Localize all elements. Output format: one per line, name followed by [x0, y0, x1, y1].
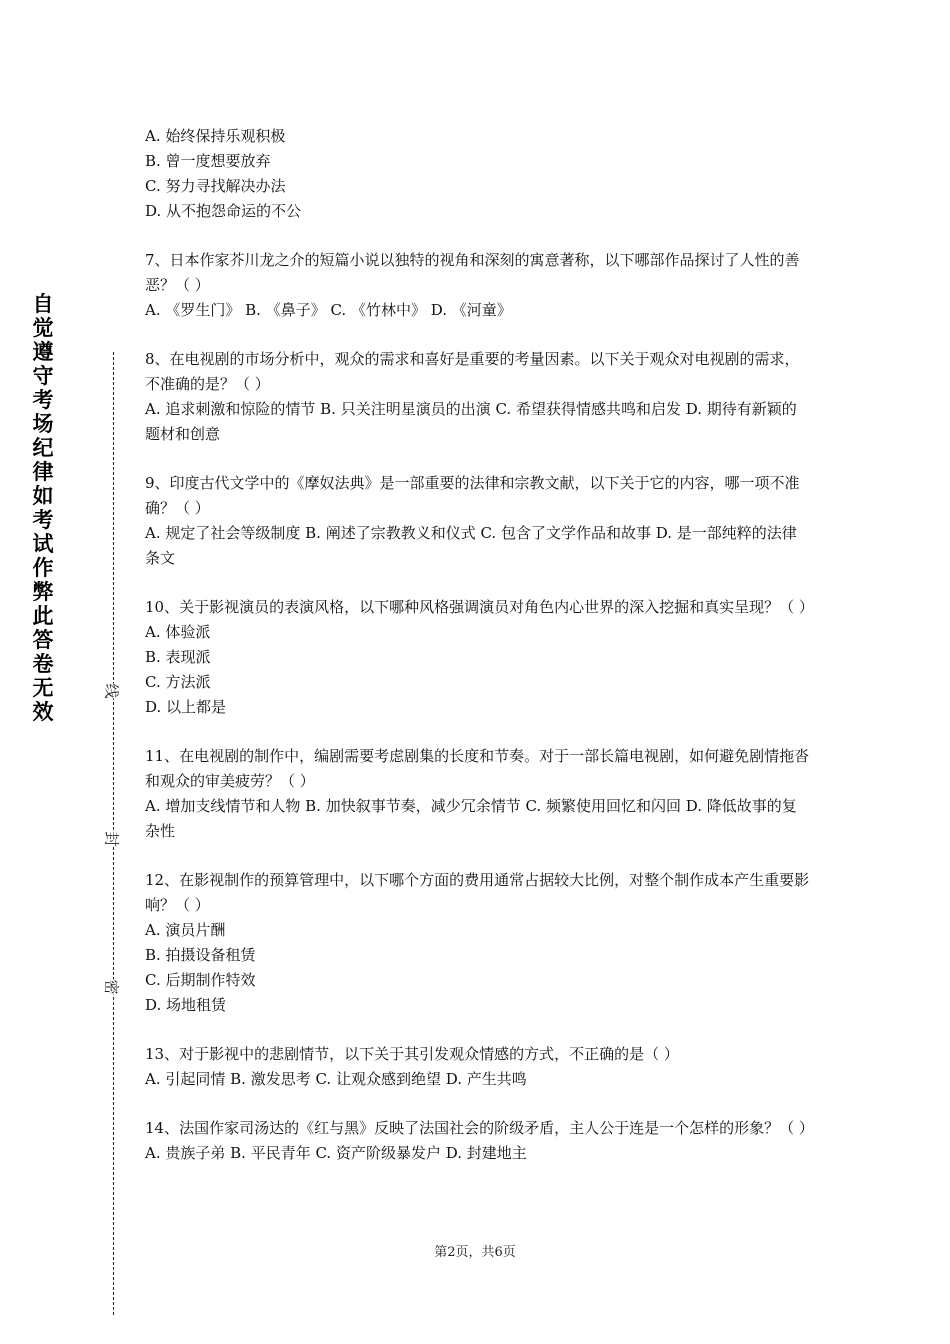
page-number: 第2页，共6页	[434, 1245, 516, 1260]
question-stem: 10、关于影视演员的表演风格，以下哪种风格强调演员对角色内心世界的深入挖掘和真实呈现？（ ）	[145, 598, 814, 616]
option-line: A. 体验派	[145, 623, 211, 641]
binding-label-seal: 封	[102, 831, 121, 847]
question-stem: 9、印度古代文学中的《摩奴法典》是一部重要的法律和宗教文献，以下关于它的内容，哪一项不准确？（ ）	[145, 474, 800, 517]
question-10	[145, 595, 814, 720]
option-line: C. 后期制作特效	[145, 971, 256, 989]
binding-label-line: 线	[102, 683, 121, 699]
option-line: A. 追求刺激和惊险的情节 B. 只关注明星演员的出演 C. 希望获得情感共鸣和启发 D. 期待有新颖的题材和创意	[145, 400, 797, 443]
option-line: A. 引起同情 B. 激发思考 C. 让观众感到绝望 D. 产生共鸣	[145, 1070, 527, 1088]
option-line: A. 增加支线情节和人物 B. 加快叙事节奏，减少冗余情节 C. 频繁使用回忆和闪回 D. 降低故事的复杂性	[145, 797, 797, 840]
option-line: B. 拍摄设备租赁	[145, 946, 256, 964]
option-line: A. 始终保持乐观积极	[145, 127, 286, 145]
question-12	[145, 868, 810, 1018]
question-stem: 12、在影视制作的预算管理中，以下哪个方面的费用通常占据较大比例，对整个制作成本产生重要影响？（ ）	[145, 871, 810, 914]
question-stem: 14、法国作家司汤达的《红与黑》反映了法国社会的阶级矛盾，主人公于连是一个怎样的形象？（ ）	[145, 1119, 814, 1137]
question-11	[145, 744, 810, 844]
option-line: A. 规定了社会等级制度 B. 阐述了宗教教义和仪式 C. 包含了文学作品和故事 D. 是一部纯粹的法律条文	[145, 524, 797, 567]
option-line: D. 场地租赁	[145, 996, 227, 1014]
question-stem: 11、在电视剧的制作中，编剧需要考虑剧集的长度和节奏。对于一部长篇电视剧，如何避免剧情拖沓和观众的审美疲劳？（ ）	[145, 747, 810, 790]
question-14	[145, 1116, 814, 1166]
exam-content	[145, 124, 814, 1190]
option-line: C. 方法派	[145, 673, 211, 691]
option-line: B. 表现派	[145, 648, 211, 666]
question-stem: 8、在电视剧的市场分析中，观众的需求和喜好是重要的考量因素。以下关于观众对电视剧的需求，不准确的是？（ ）	[145, 350, 800, 393]
question-9	[145, 471, 810, 571]
binding-label-secret: 密	[102, 979, 121, 995]
question-6-continued	[145, 124, 810, 224]
option-line: A. 《罗生门》 B. 《鼻子》 C. 《竹林中》 D. 《河童》	[145, 301, 512, 319]
option-line: D. 从不抱怨命运的不公	[145, 202, 302, 220]
option-line: B. 曾一度想要放弃	[145, 152, 271, 170]
option-line: A. 演员片酬	[145, 921, 226, 939]
option-line: D. 以上都是	[145, 698, 227, 716]
question-7	[145, 248, 810, 323]
question-stem: 7、日本作家芥川龙之介的短篇小说以独特的视角和深刻的寓意著称，以下哪部作品探讨了人性的善恶？（ ）	[145, 251, 800, 294]
question-8	[145, 347, 810, 447]
option-line: A. 贵族子弟 B. 平民青年 C. 资产阶级暴发户 D. 封建地主	[145, 1144, 527, 1162]
question-stem: 13、对于影视中的悲剧情节，以下关于其引发观众情感的方式，不正确的是（ ）	[145, 1045, 679, 1063]
question-13	[145, 1042, 810, 1092]
exam-discipline-warning: 自觉遵守考场纪律如考试作弊此答卷无效	[32, 292, 54, 724]
option-line: C. 努力寻找解决办法	[145, 177, 286, 195]
